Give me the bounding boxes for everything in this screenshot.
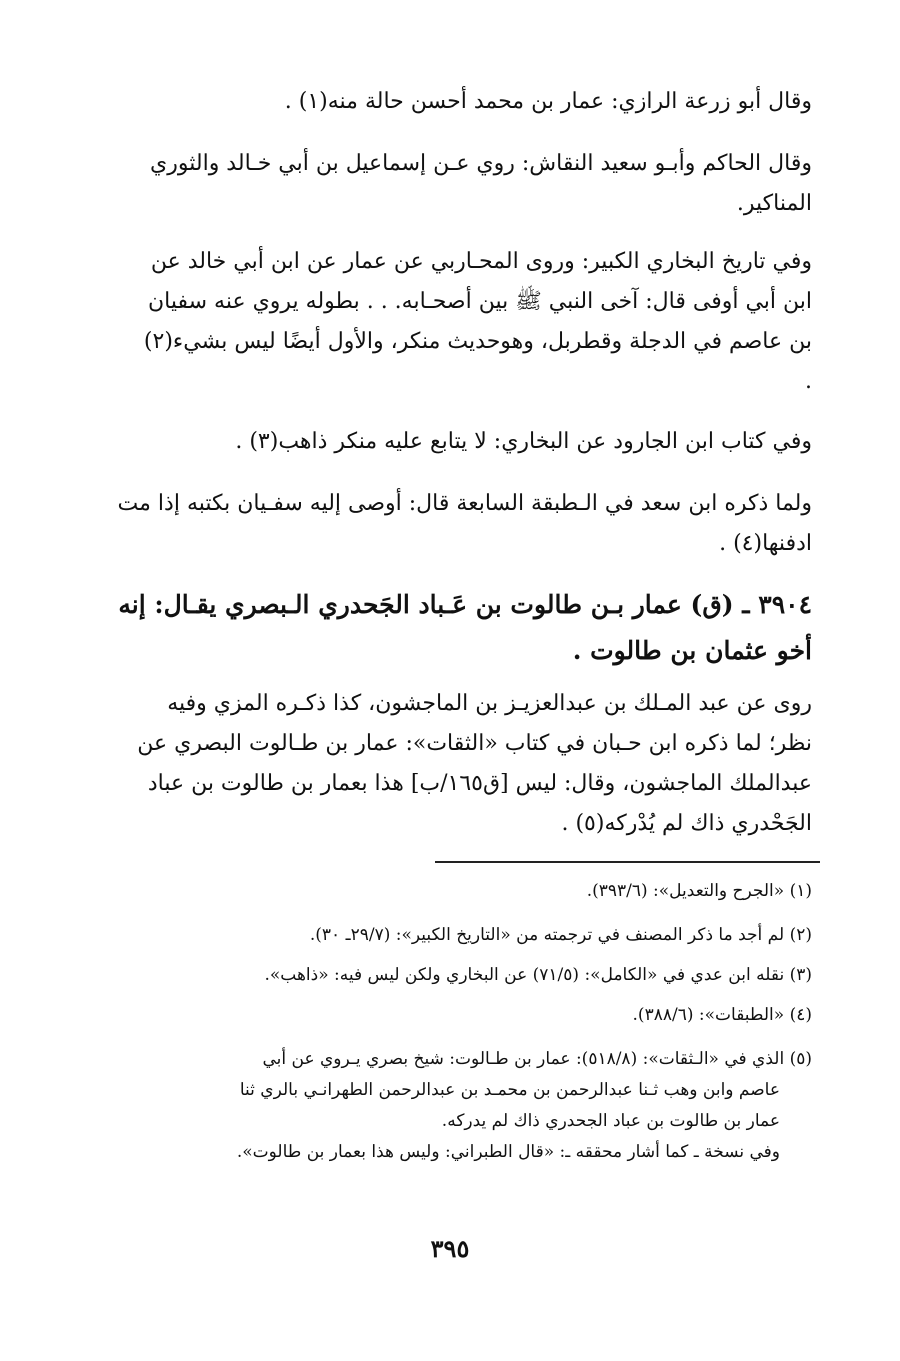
footnote-4 xyxy=(100,1000,812,1031)
entry-heading xyxy=(100,582,812,674)
footnote-line: (٥) الذي في «الـثقات»: (٥١٨/٨): عمار بن طـالوت: شيخ بصري يـروي عن أبي xyxy=(262,1049,812,1069)
paragraph-riwaya xyxy=(100,684,812,844)
text-line: روى عن عبد المـلك بن عبدالعزيـز بن الماجشون، كذا ذكـره المزي وفيه xyxy=(167,691,812,716)
text-line: ولما ذكره ابن سعد في الـطبقة السابعة قال: أوصى إليه سفـيان بكتبه إذا مت xyxy=(117,491,812,516)
footnote-5 xyxy=(100,1044,812,1168)
text-line: ادفنها(٤) . xyxy=(719,531,812,556)
footnote-line: (٤) «الطبقات»: (٣٨٨/٦). xyxy=(632,1005,812,1025)
paragraph-abu-zura xyxy=(100,82,812,122)
footnote-line: (٣) نقله ابن عدي في «الكامل»: (٧١/٥) عن البخاري ولكن ليس فيه: «ذاهب». xyxy=(264,965,812,985)
text-line: الجَحْدري ذاك لم يُدْركه(٥) . xyxy=(561,811,812,836)
footnote-3 xyxy=(100,960,812,991)
text-line: المناكير. xyxy=(736,191,812,216)
text-line: بن عاصم في الدجلة وقطربل، وهوحديث منكر، والأول أيضًا ليس بشيء(٢) xyxy=(143,329,812,354)
text-line: وقال أبو زرعة الرازي: عمار بن محمد أحسن حالة منه(١) . xyxy=(284,89,812,114)
heading-line: ٣٩٠٤ ـ (ق) عمار بـن طالوت بن عَـباد الجَحدري الـبصري يقـال: إنه xyxy=(118,590,812,619)
footnote-1 xyxy=(100,876,812,907)
text-line: . xyxy=(805,369,812,394)
footnote-line: (٢) لم أجد ما ذكر المصنف في ترجمته من «التاريخ الكبير»: (٢٩/٧ـ ٣٠). xyxy=(309,925,812,945)
heading-line: أخو عثمان بن طالوت . xyxy=(572,636,812,665)
page-number: ٣٩٥ xyxy=(430,1234,470,1263)
footnote-separator xyxy=(435,861,820,863)
text-line: وفي كتاب ابن الجارود عن البخاري: لا يتابع عليه منكر ذاهب(٣) . xyxy=(235,429,812,454)
text-line: نظر؛ لما ذكره ابن حـبان في كتاب «الثقات»: عمار بن طـالوت البصري عن xyxy=(137,731,812,756)
text-line: وقال الحاكم وأبـو سعيد النقاش: روي عـن إسماعيل بن أبي خـالد والثوري xyxy=(150,151,812,176)
footnote-line: عمار بن طالوت بن عباد الجحدري ذاك لم يدركه. xyxy=(441,1111,780,1131)
footnote-line: عاصم وابن وهب ثـنا عبدالرحمن بن محمـد بن عبدالرحمن الطهرانـي بالري ثنا xyxy=(239,1080,780,1100)
text-line: وفي تاريخ البخاري الكبير: وروى المحـاربي عن عمار عن ابن أبي خالد عن xyxy=(150,249,812,274)
paragraph-hakim xyxy=(100,144,812,224)
paragraph-ibn-sad xyxy=(100,484,812,564)
footnote-line: (١) «الجرح والتعديل»: (٣٩٣/٦). xyxy=(586,881,812,901)
text-line: عبدالملك الماجشون، وقال: ليس [ق١٦٥/ب] هذا بعمار بن طالوت بن عباد xyxy=(147,771,812,796)
paragraph-ibn-jarud xyxy=(100,422,812,462)
paragraph-bukhari-tarikh xyxy=(100,242,812,402)
text-line: ابن أبي أوفى قال: آخى النبي ﷺ بين أصحـابه. . . بطوله يروي عنه سفيان xyxy=(147,289,812,314)
footnote-2 xyxy=(100,920,812,951)
footnote-line: وفي نسخة ـ كما أشار محققه ـ: «قال الطبراني: وليس هذا بعمار بن طالوت». xyxy=(236,1142,780,1162)
